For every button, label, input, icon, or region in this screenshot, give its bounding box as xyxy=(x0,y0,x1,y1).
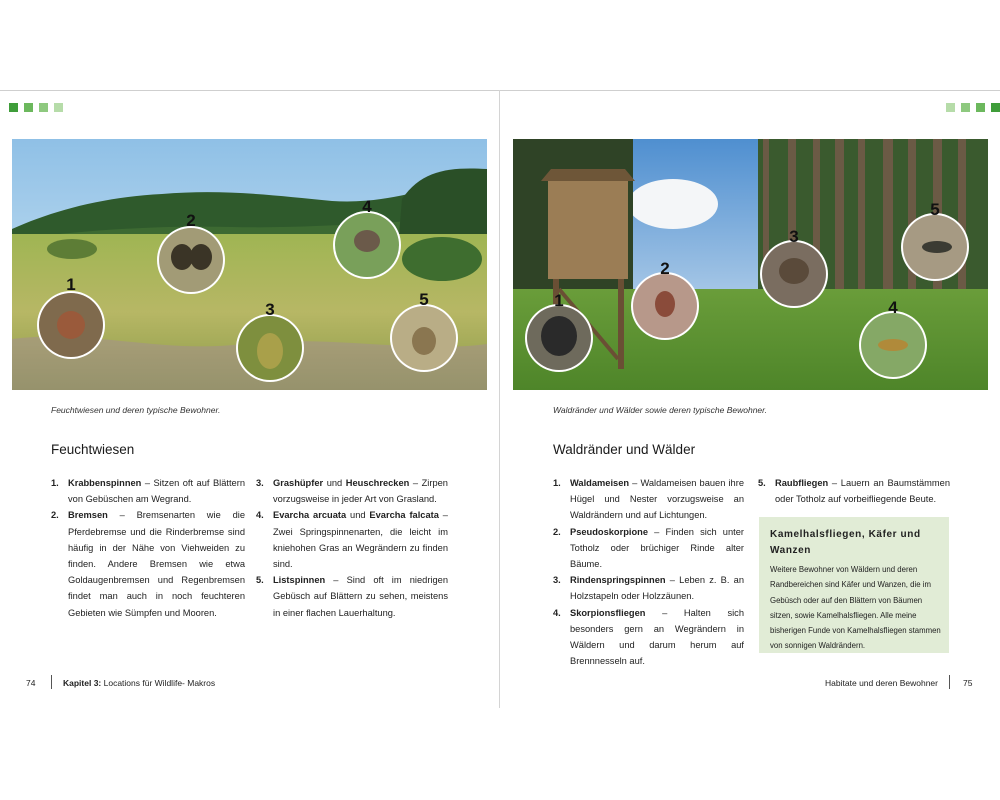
deco-square xyxy=(991,103,1000,112)
list-item: 2. Bremsen – Bremsenarten wie die Pferdebremse und die Rinderbremse sind häufig in der Nähe von Viehweiden zu finden. Andere Bremsen wie etwa Goldaugenbremsen und Regenbremsen findet man auch in noch feuchteren Gebieten wie Sümpfen und Mooren. xyxy=(51,510,245,618)
svg-text:2: 2 xyxy=(186,211,196,230)
info-box xyxy=(759,517,949,653)
svg-text:4: 4 xyxy=(362,197,372,216)
deco-square xyxy=(9,103,18,112)
footer-separator xyxy=(949,675,950,689)
deco-square xyxy=(961,103,970,112)
list-item: 4. Evarcha arcuata und Evarcha falcata – Zwei Springspinnenarten, die leicht im kniehohen Gras an Wegrändern zu finden sind. xyxy=(256,510,448,570)
meadow-photo xyxy=(12,139,487,390)
footer-separator xyxy=(51,675,52,689)
svg-text:3: 3 xyxy=(265,300,275,319)
forest-illustration xyxy=(513,139,988,390)
deco-square xyxy=(976,103,985,112)
list-item: 2. Pseudoskorpione – Finden sich unter Totholz oder brüchiger Rinde alter Bäume. xyxy=(553,526,744,570)
left-list-column-2 xyxy=(256,475,448,621)
forest-photo xyxy=(513,139,988,390)
info-box-title: Kamelhalsfliegen, Käfer und Wanzen xyxy=(770,529,921,556)
svg-text:1: 1 xyxy=(554,291,564,310)
deco-square xyxy=(946,103,955,112)
book-spine xyxy=(499,90,500,708)
right-photo-caption: Waldränder und Wälder sowie deren typische Bewohner. xyxy=(553,405,768,415)
svg-text:2: 2 xyxy=(660,259,670,278)
chapter-label: Kapitel 3: xyxy=(63,678,102,688)
list-item: 3. Grashüpfer und Heuschrecken – Zirpen vorzugsweise in jeder Art von Grasland. xyxy=(256,478,448,505)
list-item: 4. Skorpionsfliegen – Halten sich besonders gern an Wegrändern in Wäldern und darum herum auf Brennnesseln auf. xyxy=(553,607,744,667)
right-list-column-1 xyxy=(553,475,744,669)
section-footer: Habitate und deren Bewohner xyxy=(825,678,938,688)
chapter-footer xyxy=(63,678,215,688)
list-item: 1. Waldameisen – Waldameisen bauen ihre Hügel und Nester vorzugsweise an Waldrändern und auf Lichtungen. xyxy=(553,478,744,521)
svg-text:4: 4 xyxy=(888,298,898,317)
svg-text:1: 1 xyxy=(66,275,76,294)
chapter-title: Locations für Wildlife- Makros xyxy=(101,678,216,688)
deco-square xyxy=(24,103,33,112)
meadow-illustration xyxy=(12,139,487,390)
deco-square xyxy=(54,103,63,112)
left-section-heading: Feuchtwiesen xyxy=(51,442,135,457)
left-list-column-1 xyxy=(51,475,245,621)
right-list-column-2 xyxy=(758,475,950,507)
right-section-heading: Waldränder und Wälder xyxy=(553,442,696,457)
left-page-decoration xyxy=(9,103,63,112)
deco-square xyxy=(39,103,48,112)
info-box-body: Weitere Bewohner von Wäldern und deren Randbereichen sind Käfer und Wanzen, die im Gebüsch oder auf den Blättern von Bäumen sitzen, sowie Kamelhalsfliegen. Alle meine bisherigen Funde von Kamelhalsfliegen stammen von sonnigen Waldrändern. xyxy=(770,565,941,651)
right-page-number: 75 xyxy=(963,678,973,688)
list-item: 3. Rindenspringspinnen – Leben z. B. an Holzstapeln oder Holzzäunen. xyxy=(553,575,744,602)
list-item: 1. Krabbenspinnen – Sitzen oft auf Blättern von Gebüschen am Wegrand. xyxy=(51,478,245,505)
svg-text:5: 5 xyxy=(930,200,940,219)
list-item: 5. Listspinnen – Sind oft im niedrigen Gebüsch auf Blättern zu sehen, meistens in einer flachen Lauerhaltung. xyxy=(256,575,448,618)
left-photo-caption: Feuchtwiesen und deren typische Bewohner. xyxy=(51,405,221,415)
svg-text:3: 3 xyxy=(789,227,799,246)
list-item: 5. Raubfliegen – Lauern an Baumstämmen oder Totholz auf vorbeifliegende Beute. xyxy=(758,478,950,505)
right-page-decoration xyxy=(946,103,1000,112)
left-page-number: 74 xyxy=(26,678,36,688)
svg-text:5: 5 xyxy=(419,290,429,309)
